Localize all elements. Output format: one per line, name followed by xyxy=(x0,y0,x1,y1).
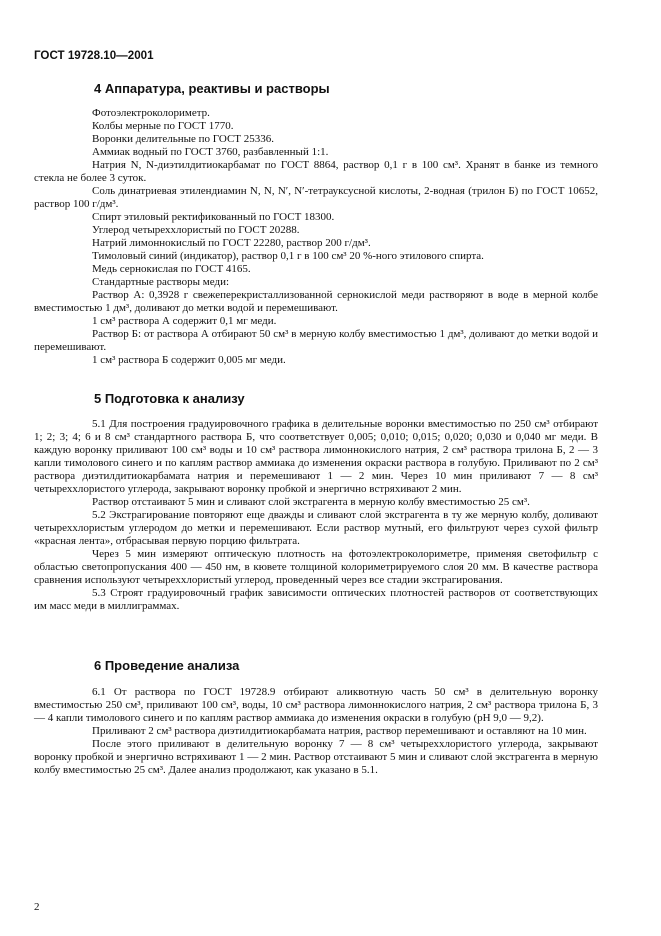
paragraph: Углерод четыреххлористый по ГОСТ 20288. xyxy=(92,224,300,236)
paragraph: Раствор А: 0,3928 г свежеперекристаллизованной сернокислой меди растворяют в воде в мерной колбе вместимостью 1 дм³, доливают до метки водой и перемешивают. xyxy=(34,289,598,314)
section-6-title: 6 Проведение анализа xyxy=(94,658,240,673)
paragraph: 1 см³ раствора А содержит 0,1 мг меди. xyxy=(92,315,277,327)
section-5-body xyxy=(34,418,598,613)
paragraph: 1 см³ раствора Б содержит 0,005 мг меди. xyxy=(92,354,286,366)
paragraph: 5.2 Экстрагирование повторяют еще дважды и сливают слой экстрагента в ту же мерную колбу, доливают четыреххлористым углеродом до метки и перемешивают. Если раствор мутный, его фильтруют через сухой фильтр «красная лента», отбрасывая первую порцию фильтрата. xyxy=(34,509,598,547)
paragraph: Спирт этиловый ректификованный по ГОСТ 18300. xyxy=(92,211,335,223)
paragraph: Натрий лимоннокислый по ГОСТ 22280, раствор 200 г/дм³. xyxy=(92,237,371,249)
section-4-body xyxy=(34,107,598,367)
paragraph: Колбы мерные по ГОСТ 1770. xyxy=(92,120,234,132)
paragraph: Воронки делительные по ГОСТ 25336. xyxy=(92,133,275,145)
document-header: ГОСТ 19728.10—2001 xyxy=(34,49,154,62)
page-number: 2 xyxy=(34,901,40,913)
paragraph: Тимоловый синий (индикатор), раствор 0,1 г в 100 см³ 20 %-ного этилового спирта. xyxy=(92,250,484,262)
paragraph: Стандартные растворы меди: xyxy=(92,276,230,288)
paragraph: 5.3 Строят градуировочный график зависимости оптических плотностей растворов от соответствующих им масс меди в миллиграммах. xyxy=(34,587,598,612)
paragraph: 5.1 Для построения градуировочного графика в делительные воронки вместимостью по 250 см³ отбирают 1; 2; 3; 4; 6 и 8 см³ стандартного раствора Б, что соответствует 0,005; 0,010; 0,015; 0,020; 0,030 и 0,040 мг меди. В каждую воронку приливают 100 см³ воды и 10 см³ раствора лимоннокислого натрия, 2 см³ раствора трилона Б, 2 — 3 капли тимолового синего и по каплям раствор аммиака до изменения окраски раствора в голубую. Приливают по 2 см³ раствора диэтилдитиокарбамата натрия и перемешивают 1 — 2 мин. Через 10 мин приливают 7 — 8 см³ четыреххлористого углерода, закрывают воронку пробкой и энергично встряхивают 2 мин. xyxy=(34,418,598,495)
section-5-title: 5 Подготовка к анализу xyxy=(94,391,245,406)
paragraph: Соль динатриевая этилендиамин N, N, N′, N′-тетрауксусной кислоты, 2-водная (трилон Б) по ГОСТ 10652, раствор 100 г/дм³. xyxy=(34,185,598,210)
section-4-title: 4 Аппаратура, реактивы и растворы xyxy=(94,81,330,96)
paragraph: Приливают 2 см³ раствора диэтилдитиокарбамата натрия, раствор перемешивают и оставляют на 10 мин. xyxy=(92,725,587,737)
paragraph: Медь сернокислая по ГОСТ 4165. xyxy=(92,263,251,275)
paragraph: 6.1 От раствора по ГОСТ 19728.9 отбирают аликвотную часть 50 см³ в делительную воронку вместимостью 250 см³, приливают 100 см³, воды, 10 см³ раствора лимоннокислого натрия, 2 см³ раствора трилона Б, 3 — 4 капли тимолового синего и по каплям раствор аммиака до изменения окраски в голубую (рН 9,0 — 9,2). xyxy=(34,686,598,724)
paragraph: Через 5 мин измеряют оптическую плотность на фотоэлектроколориметре, применяя светофильтр с областью светопропускания 400 — 450 нм, в кювете толщиной колориметрируемого слоя 20 мм. В качестве раствора сравнения используют четыреххлористый углерод, проведенный через все стадии экстрагирования. xyxy=(34,548,598,586)
paragraph: Аммиак водный по ГОСТ 3760, разбавленный 1:1. xyxy=(92,146,329,158)
section-6-body xyxy=(34,686,598,777)
paragraph: Раствор отстаивают 5 мин и сливают слой экстрагента в мерную колбу вместимостью 25 см³. xyxy=(92,496,530,508)
paragraph: Фотоэлектроколориметр. xyxy=(92,107,210,119)
paragraph: Натрия N, N-диэтилдитиокарбамат по ГОСТ 8864, раствор 0,1 г в 100 см³. Хранят в банке из темного стекла не более 3 суток. xyxy=(34,159,598,184)
paragraph: После этого приливают в делительную воронку 7 — 8 см³ четыреххлористого углерода, закрывают воронку пробкой и энергично встряхивают 1 — 2 мин. Раствор отстаивают 5 мин и сливают слой экстрагента в мерную колбу вместимостью 25 см³. Далее анализ продолжают, как указано в 5.1. xyxy=(34,738,598,776)
paragraph: Раствор Б: от раствора А отбирают 50 см³ в мерную колбу вместимостью 1 дм³, доливают до метки водой и перемешивают. xyxy=(34,328,598,353)
